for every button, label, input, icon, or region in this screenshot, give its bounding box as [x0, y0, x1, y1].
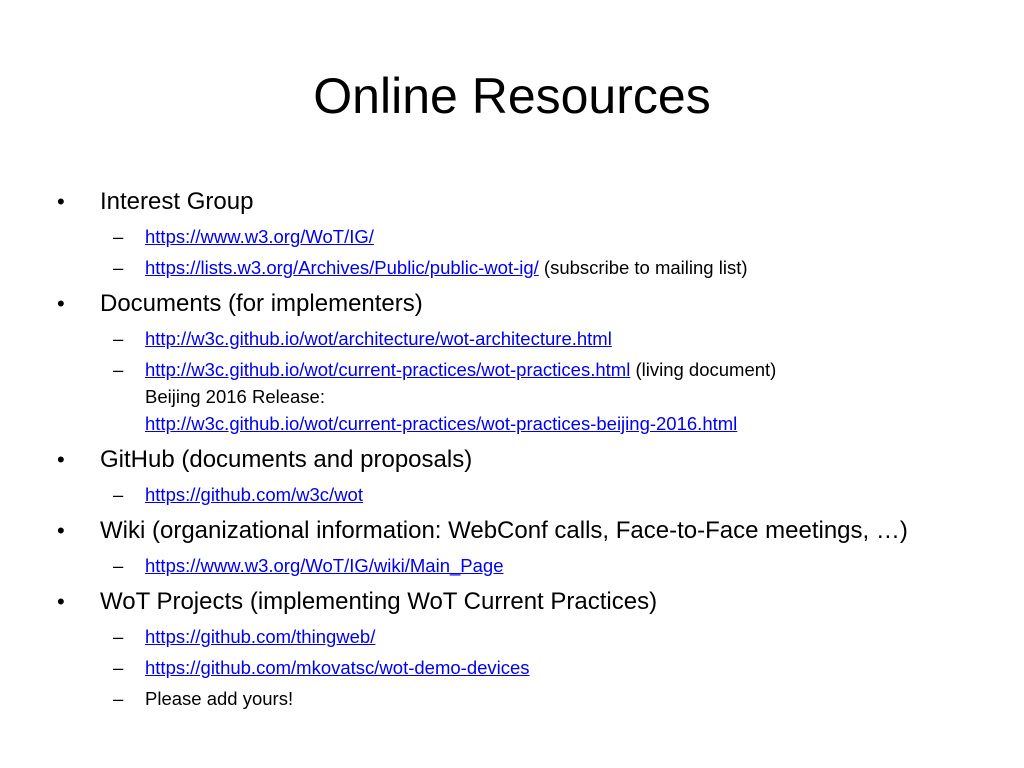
section-wiki: [55, 512, 1005, 579]
section-wot-projects: [55, 583, 1005, 712]
bullet-icon: •: [57, 589, 65, 614]
dash-icon: –: [113, 484, 124, 505]
call-to-action-text: Please add yours!: [145, 688, 294, 709]
link-github-w3c-wot[interactable]: https://github.com/w3c/wot: [145, 484, 363, 505]
section-github: [55, 441, 1005, 508]
link-wiki-main-page[interactable]: https://www.w3.org/WoT/IG/wiki/Main_Page: [145, 555, 504, 576]
sub-item: [55, 552, 1005, 579]
section-documents: [55, 285, 1005, 437]
sub-item: [55, 325, 1005, 352]
dash-icon: –: [113, 555, 124, 576]
bullet-item: [55, 441, 1005, 479]
bullet-item: [55, 512, 1005, 550]
dash-icon: –: [113, 328, 124, 349]
sub-item: [55, 654, 1005, 681]
section-heading: WoT Projects (implementing WoT Current Practices): [100, 588, 658, 615]
bullet-item: [55, 583, 1005, 621]
section-heading: Documents (for implementers): [100, 290, 423, 317]
slide-title: Online Resources: [313, 68, 711, 124]
section-heading: Wiki (organizational information: WebConf calls, Face-to-Face meetings, …): [100, 517, 908, 544]
link-thingweb[interactable]: https://github.com/thingweb/: [145, 626, 376, 647]
dash-icon: –: [113, 257, 124, 278]
dash-icon: –: [113, 226, 124, 247]
dash-icon: –: [113, 688, 124, 709]
section-heading: GitHub (documents and proposals): [100, 446, 473, 473]
link-current-practices[interactable]: http://w3c.github.io/wot/current-practices/wot-practices.html: [145, 359, 631, 380]
release-label: Beijing 2016 Release:: [145, 386, 325, 407]
section-heading: Interest Group: [100, 188, 254, 215]
link-wot-demo-devices[interactable]: https://github.com/mkovatsc/wot-demo-devices: [145, 657, 530, 678]
dash-icon: –: [113, 657, 124, 678]
bullet-icon: •: [57, 189, 65, 214]
sub-item: [55, 481, 1005, 508]
sub-item: [55, 254, 1005, 281]
bullet-icon: •: [57, 291, 65, 316]
bullet-list: [55, 183, 1005, 716]
link-note: (subscribe to mailing list): [538, 257, 748, 278]
sub-item-line: [145, 356, 1005, 383]
link-beijing-release[interactable]: http://w3c.github.io/wot/current-practices/wot-practices-beijing-2016.html: [145, 413, 738, 434]
sub-item: [55, 356, 1005, 437]
sub-item: [55, 685, 1005, 712]
sub-item: [55, 623, 1005, 650]
sub-item: [55, 223, 1005, 250]
dash-icon: –: [113, 626, 124, 647]
section-interest-group: [55, 183, 1005, 281]
link-architecture[interactable]: http://w3c.github.io/wot/architecture/wot-architecture.html: [145, 328, 612, 349]
dash-icon: –: [113, 359, 124, 380]
sub-item-line: [145, 410, 1005, 437]
bullet-icon: •: [57, 447, 65, 472]
link-note: (living document): [630, 359, 777, 380]
link-wot-ig[interactable]: https://www.w3.org/WoT/IG/: [145, 226, 374, 247]
link-mailing-list-archive[interactable]: https://lists.w3.org/Archives/Public/public-wot-ig/: [145, 257, 539, 278]
bullet-item: [55, 183, 1005, 221]
bullet-item: [55, 285, 1005, 323]
bullet-icon: •: [57, 518, 65, 543]
